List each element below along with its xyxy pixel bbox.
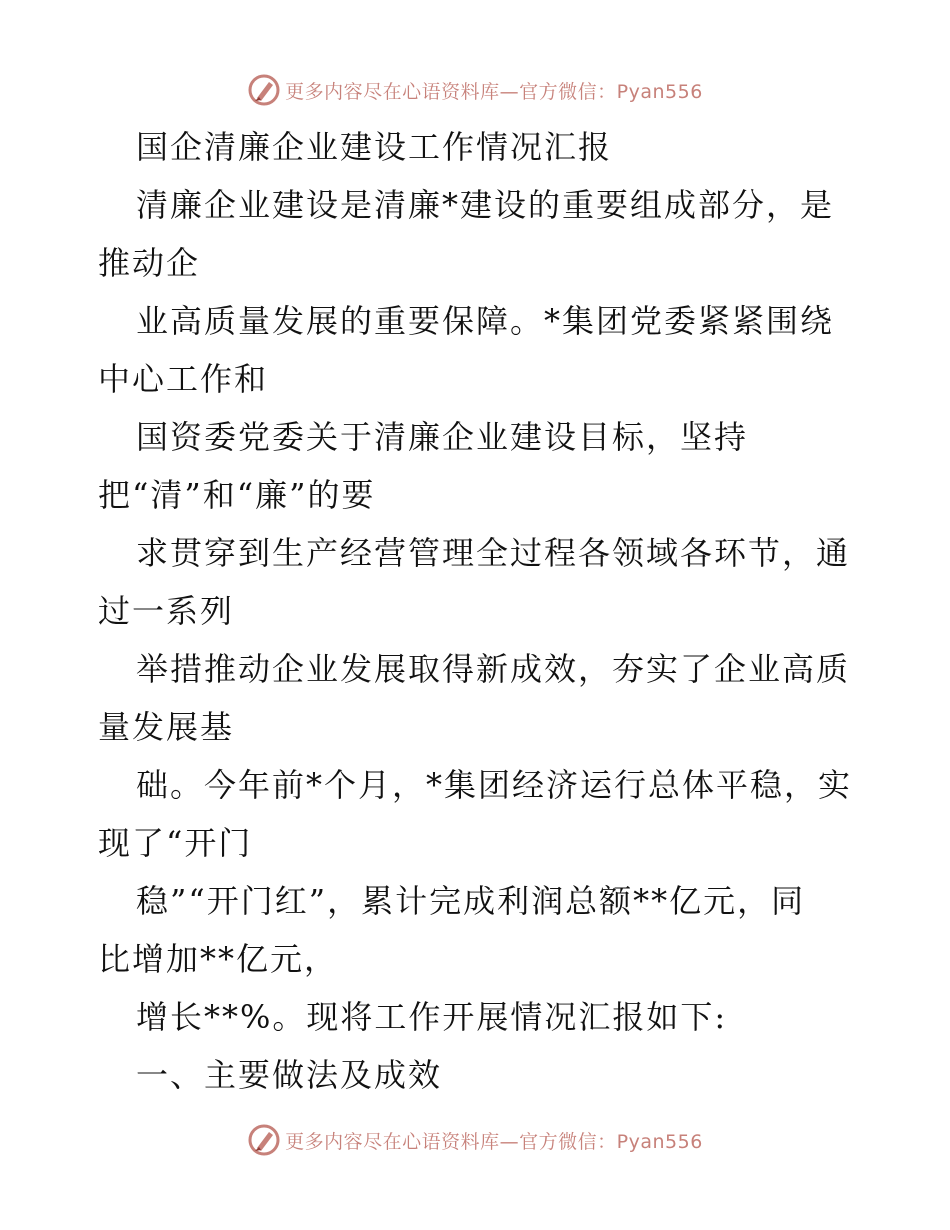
pen-logo-icon: [247, 1123, 281, 1157]
paragraph-line: 现了“开门: [98, 824, 253, 862]
paragraph-line: 把“清”和“廉”的要: [98, 476, 376, 514]
paragraph-line: 举措推动企业发展取得新成效，夯实了企业高质: [136, 650, 851, 688]
paragraph-line: 业高质量发展的重要保障。*集团党委紧紧围绕: [136, 302, 835, 340]
doc-title: 国企清廉企业建设工作情况汇报: [136, 128, 613, 166]
paragraph-line: 国资委党委关于清廉企业建设目标，坚持: [136, 418, 749, 456]
paragraph-line: 清廉企业建设是清廉*建设的重要组成部分，是: [136, 186, 835, 224]
pen-logo-icon: [247, 73, 281, 107]
header-watermark: [0, 70, 950, 110]
paragraph-line: 推动企: [98, 244, 201, 282]
paragraph-line: 求贯穿到生产经营管理全过程各领域各环节，通: [136, 534, 851, 572]
paragraph-line: 稳”“开门红”，累计完成利润总额**亿元，同: [136, 882, 806, 920]
paragraph-line: 过一系列: [98, 592, 235, 630]
watermark-text: 更多内容尽在心语资料库—官方微信：Pyan556: [285, 1130, 703, 1153]
paragraph-line: 中心工作和: [98, 360, 269, 398]
paragraph-line: 量发展基: [98, 708, 235, 746]
section-heading: 一、主要做法及成效: [136, 1056, 443, 1094]
watermark-text: 更多内容尽在心语资料库—官方微信：Pyan556: [285, 80, 703, 103]
paragraph-line: 增长**%。现将工作开展情况汇报如下:: [136, 998, 728, 1036]
paragraph-line: 础。今年前*个月，*集团经济运行总体平稳，实: [136, 766, 853, 804]
footer-watermark: [0, 1120, 950, 1160]
document-body: [98, 118, 858, 1104]
paragraph-line: 比增加**亿元，: [98, 940, 339, 978]
